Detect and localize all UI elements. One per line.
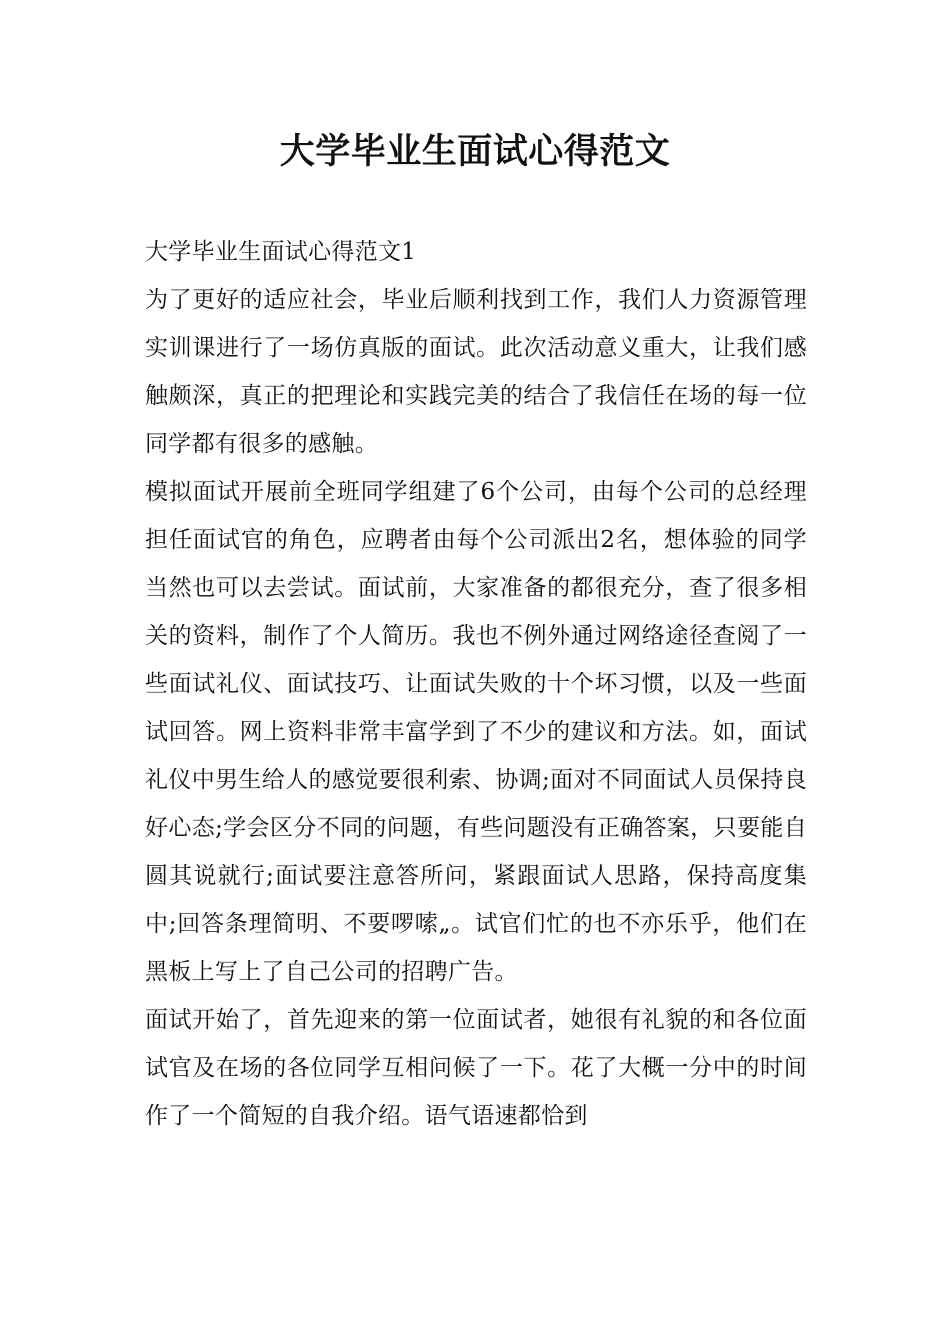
paragraph: 模拟面试开展前全班同学组建了6个公司，由每个公司的总经理担任面试官的角色，应聘者由每个公司派出2名，想体验的同学当然也可以去尝试。面试前，大家准备的都很充分，查了很多相关的资料，制作了个人简历。我也不例外通过网络途径查阅了一些面试礼仪、面试技巧、让面试失败的十个坏习惯，以及一些面试回答。网上资料非常丰富学到了不少的建议和方法。如，面试礼仪中男生给人的感觉要很利索、协调;面对不同面试人员保持良好心态;学会区分不同的问题，有些问题没有正确答案，只要能自圆其说就行;面试要注意答所问，紧跟面试人思路，保持高度集中;回答条理简明、不要啰嗦„。试官们忙的也不亦乐乎，他们在黑板上写上了自己公司的招聘广告。 (145, 479, 807, 985)
document-title: 大学毕业生面试心得范文 (279, 132, 671, 172)
section-heading: 大学毕业生面试心得范文1 (145, 239, 417, 265)
document-body (145, 228, 807, 1140)
paragraph: 为了更好的适应社会，毕业后顺利找到工作，我们人力资源管理实训课进行了一场仿真版的面试。此次活动意义重大，让我们感触颇深，真正的把理论和实践完美的结合了我信任在场的每一位同学都有很多的感触。 (145, 287, 807, 457)
paragraph: 面试开始了，首先迎来的第一位面试者，她很有礼貌的和各位面试官及在场的各位同学互相问候了一下。花了大概一分中的时间作了一个简短的自我介绍。语气语速都恰到 (145, 1007, 807, 1129)
